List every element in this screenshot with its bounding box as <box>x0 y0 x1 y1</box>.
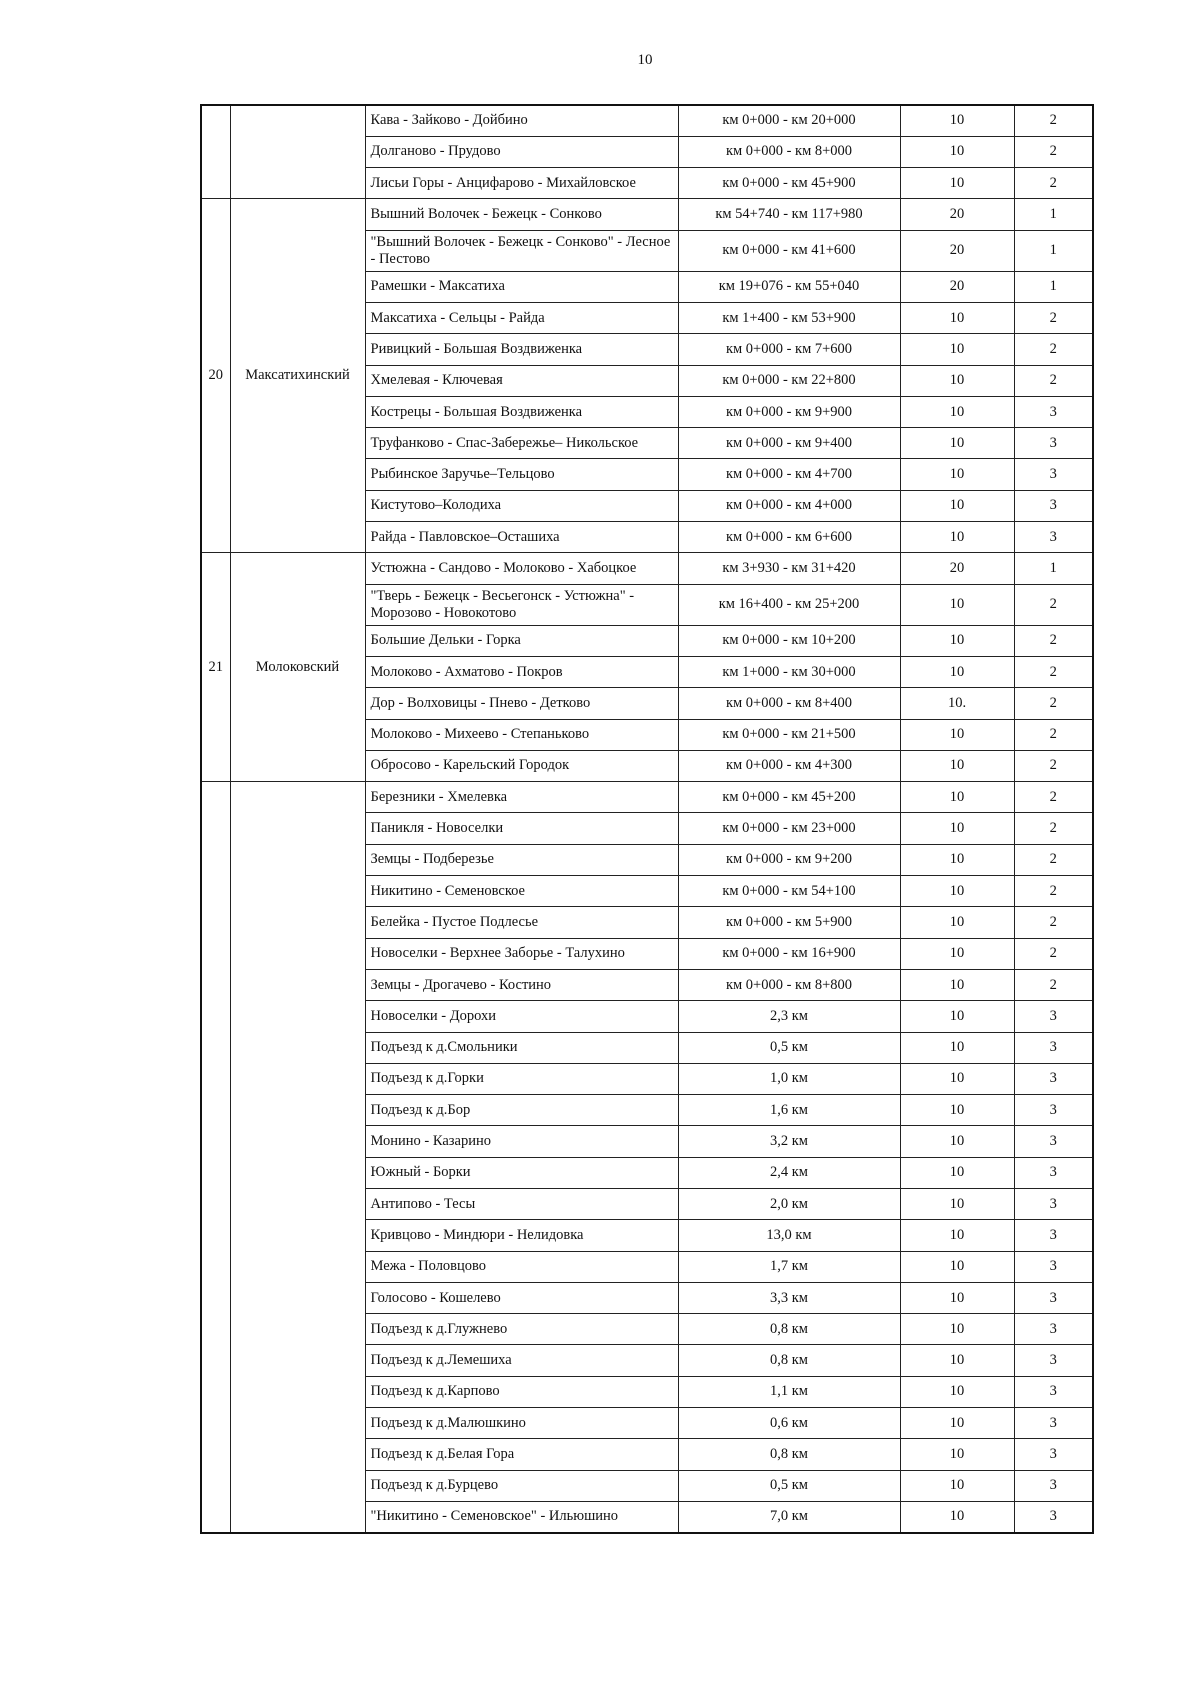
road-name: Кистутово–Колодиха <box>365 490 678 521</box>
road-length: км 0+000 - км 4+300 <box>678 750 900 781</box>
road-name: Подъезд к д.Белая Гора <box>365 1439 678 1470</box>
road-category: 3 <box>1014 1157 1093 1188</box>
district-name <box>230 782 365 1533</box>
road-category: 1 <box>1014 199 1093 230</box>
road-length: км 16+400 - км 25+200 <box>678 584 900 625</box>
road-width: 10 <box>900 876 1014 907</box>
group-number: 20 <box>201 199 230 553</box>
road-width: 10 <box>900 1345 1014 1376</box>
roads-table-body <box>201 105 1093 1533</box>
road-width: 10 <box>900 1157 1014 1188</box>
road-width: 10 <box>900 428 1014 459</box>
road-length: 3,2 км <box>678 1126 900 1157</box>
road-length: 1,0 км <box>678 1063 900 1094</box>
road-category: 2 <box>1014 907 1093 938</box>
road-width: 10 <box>900 969 1014 1000</box>
road-name: Большие Дельки - Горка <box>365 625 678 656</box>
road-category: 1 <box>1014 271 1093 302</box>
group-number <box>201 782 230 1533</box>
road-name: Подъезд к д.Бурцево <box>365 1470 678 1501</box>
road-width: 10 <box>900 302 1014 333</box>
road-width: 10 <box>900 522 1014 553</box>
road-name: Лисьи Горы - Анцифарово - Михайловское <box>365 168 678 199</box>
road-width: 10 <box>900 656 1014 687</box>
road-width: 10 <box>900 1376 1014 1407</box>
table-row <box>201 199 1093 230</box>
table-row <box>201 105 1093 136</box>
road-width: 10 <box>900 1095 1014 1126</box>
road-category: 3 <box>1014 1408 1093 1439</box>
road-category: 2 <box>1014 334 1093 365</box>
road-width: 10 <box>900 459 1014 490</box>
road-length: км 0+000 - км 7+600 <box>678 334 900 365</box>
road-width: 10 <box>900 1251 1014 1282</box>
road-width: 10 <box>900 782 1014 813</box>
road-width: 20 <box>900 199 1014 230</box>
road-length: км 0+000 - км 45+900 <box>678 168 900 199</box>
road-name: Вышний Волочек - Бежецк - Сонково <box>365 199 678 230</box>
road-name: Молоково - Ахматово - Покров <box>365 656 678 687</box>
road-name: Обросово - Карельский Городок <box>365 750 678 781</box>
road-name: Рыбинское Заручье–Тельцово <box>365 459 678 490</box>
road-category: 1 <box>1014 553 1093 584</box>
road-name: Паникля - Новоселки <box>365 813 678 844</box>
road-length: км 54+740 - км 117+980 <box>678 199 900 230</box>
road-name: Хмелевая - Ключевая <box>365 365 678 396</box>
road-width: 10 <box>900 105 1014 136</box>
road-name: Подъезд к д.Малюшкино <box>365 1408 678 1439</box>
road-name: Березники - Хмелевка <box>365 782 678 813</box>
road-length: 0,5 км <box>678 1032 900 1063</box>
road-category: 3 <box>1014 1095 1093 1126</box>
road-width: 10 <box>900 334 1014 365</box>
road-length: 0,6 км <box>678 1408 900 1439</box>
road-width: 10 <box>900 396 1014 427</box>
road-width: 10 <box>900 136 1014 167</box>
group-number: 21 <box>201 553 230 782</box>
road-category: 2 <box>1014 782 1093 813</box>
table-row <box>201 782 1093 813</box>
road-category: 3 <box>1014 1345 1093 1376</box>
road-width: 10 <box>900 1314 1014 1345</box>
road-name: Кострецы - Большая Воздвиженка <box>365 396 678 427</box>
road-name: Долганово - Прудово <box>365 136 678 167</box>
road-name: Кривцово - Миндюри - Нелидовка <box>365 1220 678 1251</box>
page-number: 10 <box>637 52 653 68</box>
road-name: Монино - Казарино <box>365 1126 678 1157</box>
road-length: 0,8 км <box>678 1314 900 1345</box>
road-width: 10 <box>900 1282 1014 1313</box>
road-length: км 0+000 - км 10+200 <box>678 625 900 656</box>
road-length: 7,0 км <box>678 1501 900 1532</box>
road-category: 3 <box>1014 1251 1093 1282</box>
road-length: 1,7 км <box>678 1251 900 1282</box>
road-name: Максатиха - Сельцы - Райда <box>365 302 678 333</box>
road-width: 10 <box>900 938 1014 969</box>
road-length: км 1+000 - км 30+000 <box>678 656 900 687</box>
road-length: км 0+000 - км 16+900 <box>678 938 900 969</box>
road-length: 13,0 км <box>678 1220 900 1251</box>
road-length: км 0+000 - км 9+400 <box>678 428 900 459</box>
road-width: 20 <box>900 271 1014 302</box>
road-category: 2 <box>1014 688 1093 719</box>
road-width: 10 <box>900 1470 1014 1501</box>
road-length: км 1+400 - км 53+900 <box>678 302 900 333</box>
road-width: 10 <box>900 1439 1014 1470</box>
road-name: Подъезд к д.Горки <box>365 1063 678 1094</box>
road-width: 20 <box>900 230 1014 271</box>
road-width: 10 <box>900 844 1014 875</box>
road-width: 10 <box>900 365 1014 396</box>
road-name: Южный - Борки <box>365 1157 678 1188</box>
road-name: Новоселки - Дорохи <box>365 1001 678 1032</box>
road-length: 0,5 км <box>678 1470 900 1501</box>
road-width: 20 <box>900 553 1014 584</box>
road-category: 3 <box>1014 1439 1093 1470</box>
road-length: км 0+000 - км 22+800 <box>678 365 900 396</box>
road-width: 10 <box>900 1063 1014 1094</box>
road-length: км 19+076 - км 55+040 <box>678 271 900 302</box>
road-category: 2 <box>1014 168 1093 199</box>
road-name: Труфанково - Спас-Забережье– Никольское <box>365 428 678 459</box>
road-name: Подъезд к д.Лемешиха <box>365 1345 678 1376</box>
road-width: 10 <box>900 1189 1014 1220</box>
road-category: 3 <box>1014 1001 1093 1032</box>
road-category: 2 <box>1014 584 1093 625</box>
road-category: 3 <box>1014 1032 1093 1063</box>
road-category: 3 <box>1014 1063 1093 1094</box>
road-name: Никитино - Семеновское <box>365 876 678 907</box>
road-length: км 0+000 - км 41+600 <box>678 230 900 271</box>
road-length: 1,1 км <box>678 1376 900 1407</box>
road-name: Подъезд к д.Бор <box>365 1095 678 1126</box>
road-name: Голосово - Кошелево <box>365 1282 678 1313</box>
road-length: км 0+000 - км 8+800 <box>678 969 900 1000</box>
road-name: Земцы - Дрогачево - Костино <box>365 969 678 1000</box>
road-length: км 0+000 - км 21+500 <box>678 719 900 750</box>
road-category: 3 <box>1014 396 1093 427</box>
road-name: Подъезд к д.Карпово <box>365 1376 678 1407</box>
road-category: 1 <box>1014 230 1093 271</box>
road-category: 3 <box>1014 1470 1093 1501</box>
road-width: 10 <box>900 584 1014 625</box>
road-length: км 0+000 - км 20+000 <box>678 105 900 136</box>
road-category: 2 <box>1014 105 1093 136</box>
road-name: Земцы - Подберезье <box>365 844 678 875</box>
road-category: 2 <box>1014 302 1093 333</box>
road-category: 2 <box>1014 365 1093 396</box>
road-width: 10 <box>900 1501 1014 1532</box>
road-length: 3,3 км <box>678 1282 900 1313</box>
road-name: "Вышний Волочек - Бежецк - Сонково" - Лесное - Пестово <box>365 230 678 271</box>
road-length: 0,8 км <box>678 1439 900 1470</box>
road-category: 2 <box>1014 969 1093 1000</box>
road-category: 2 <box>1014 938 1093 969</box>
road-name: Устюжна - Сандово - Молоково - Хабоцкое <box>365 553 678 584</box>
road-category: 3 <box>1014 1189 1093 1220</box>
road-name: Ривицкий - Большая Воздвиженка <box>365 334 678 365</box>
road-length: км 3+930 - км 31+420 <box>678 553 900 584</box>
road-category: 3 <box>1014 1282 1093 1313</box>
road-width: 10 <box>900 813 1014 844</box>
road-length: км 0+000 - км 9+200 <box>678 844 900 875</box>
road-name: Новоселки - Верхнее Заборье - Талухино <box>365 938 678 969</box>
road-name: "Никитино - Семеновское" - Ильюшино <box>365 1501 678 1532</box>
group-number <box>201 105 230 199</box>
road-width: 10 <box>900 1001 1014 1032</box>
road-width: 10 <box>900 1408 1014 1439</box>
road-length: км 0+000 - км 4+700 <box>678 459 900 490</box>
road-category: 2 <box>1014 750 1093 781</box>
road-name: "Тверь - Бежецк - Весьегонск - Устюжна" - Морозово - Новокотово <box>365 584 678 625</box>
table-row <box>201 553 1093 584</box>
road-category: 2 <box>1014 844 1093 875</box>
road-name: Межа - Половцово <box>365 1251 678 1282</box>
road-category: 2 <box>1014 136 1093 167</box>
road-category: 3 <box>1014 1501 1093 1532</box>
road-length: км 0+000 - км 23+000 <box>678 813 900 844</box>
road-category: 3 <box>1014 1220 1093 1251</box>
road-length: км 0+000 - км 8+000 <box>678 136 900 167</box>
road-name: Молоково - Михеево - Степаньково <box>365 719 678 750</box>
road-width: 10 <box>900 1126 1014 1157</box>
road-name: Белейка - Пустое Подлесье <box>365 907 678 938</box>
road-category: 2 <box>1014 813 1093 844</box>
road-length: км 0+000 - км 5+900 <box>678 907 900 938</box>
road-category: 3 <box>1014 490 1093 521</box>
road-length: 0,8 км <box>678 1345 900 1376</box>
district-name: Максатихинский <box>230 199 365 553</box>
road-width: 10 <box>900 625 1014 656</box>
district-name <box>230 105 365 199</box>
road-length: 2,4 км <box>678 1157 900 1188</box>
road-category: 2 <box>1014 656 1093 687</box>
road-name: Подъезд к д.Глужнево <box>365 1314 678 1345</box>
road-width: 10 <box>900 1220 1014 1251</box>
road-category: 3 <box>1014 1126 1093 1157</box>
road-category: 3 <box>1014 1376 1093 1407</box>
roads-table <box>200 104 1094 1534</box>
road-width: 10 <box>900 719 1014 750</box>
road-length: 2,3 км <box>678 1001 900 1032</box>
road-length: км 0+000 - км 8+400 <box>678 688 900 719</box>
road-width: 10 <box>900 750 1014 781</box>
road-category: 3 <box>1014 1314 1093 1345</box>
road-category: 2 <box>1014 876 1093 907</box>
road-length: км 0+000 - км 6+600 <box>678 522 900 553</box>
road-name: Райда - Павловское–Осташиха <box>365 522 678 553</box>
road-name: Подъезд к д.Смольники <box>365 1032 678 1063</box>
road-name: Антипово - Тесы <box>365 1189 678 1220</box>
road-name: Рамешки - Максатиха <box>365 271 678 302</box>
road-length: км 0+000 - км 9+900 <box>678 396 900 427</box>
road-length: км 0+000 - км 45+200 <box>678 782 900 813</box>
road-length: км 0+000 - км 54+100 <box>678 876 900 907</box>
road-category: 3 <box>1014 459 1093 490</box>
road-length: км 0+000 - км 4+000 <box>678 490 900 521</box>
road-width: 10. <box>900 688 1014 719</box>
road-width: 10 <box>900 907 1014 938</box>
road-width: 10 <box>900 168 1014 199</box>
road-category: 2 <box>1014 719 1093 750</box>
road-width: 10 <box>900 1032 1014 1063</box>
road-category: 3 <box>1014 428 1093 459</box>
road-name: Кава - Зайково - Дойбино <box>365 105 678 136</box>
road-length: 2,0 км <box>678 1189 900 1220</box>
road-category: 3 <box>1014 522 1093 553</box>
road-length: 1,6 км <box>678 1095 900 1126</box>
district-name: Молоковский <box>230 553 365 782</box>
road-category: 2 <box>1014 625 1093 656</box>
road-name: Дор - Волховицы - Пнево - Детково <box>365 688 678 719</box>
road-width: 10 <box>900 490 1014 521</box>
